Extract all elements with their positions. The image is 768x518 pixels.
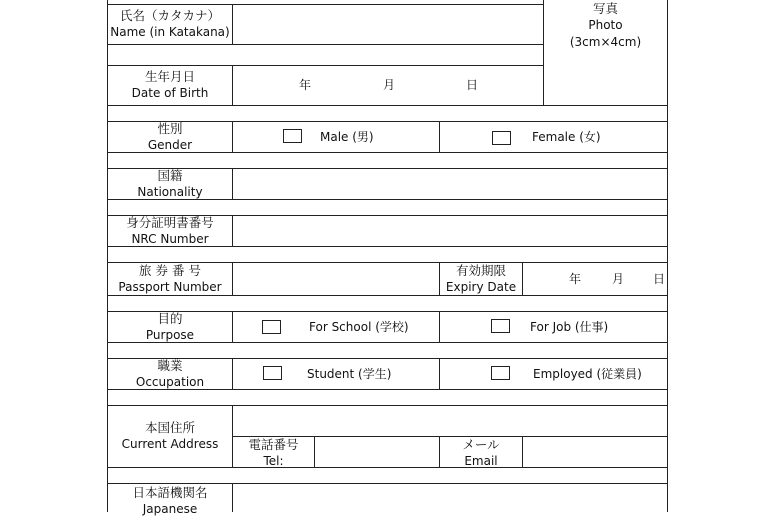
divider xyxy=(107,44,544,45)
passport-label-jp: 旅 券 番 号 xyxy=(139,263,201,278)
occupation-employed-checkbox[interactable] xyxy=(491,366,510,380)
dob-label-en: Date of Birth xyxy=(131,86,209,100)
divider xyxy=(439,121,440,152)
address-label-jp: 本国住所 xyxy=(144,420,195,435)
gender-male-checkbox[interactable] xyxy=(283,129,302,143)
divider xyxy=(439,358,440,389)
name-kana-label-en: Name (in Katakana) xyxy=(110,25,230,39)
nrc-label-jp: 身分証明書番号 xyxy=(126,215,214,230)
purpose-school-label: For School (学校) xyxy=(309,320,409,334)
expiry-label xyxy=(440,262,522,296)
divider xyxy=(232,358,233,389)
japanese-school-label-en: Japanese xyxy=(142,502,198,516)
expiry-date-field[interactable] xyxy=(523,263,667,295)
dob-label-jp: 生年月日 xyxy=(144,69,195,84)
expiry-day-unit: 日 xyxy=(653,272,666,286)
japanese-school-field[interactable] xyxy=(233,484,667,512)
purpose-label-en: Purpose xyxy=(145,328,195,342)
photo-area[interactable] xyxy=(544,0,667,51)
divider xyxy=(107,467,668,468)
passport-number-field[interactable] xyxy=(233,263,439,295)
email-label-en: Email xyxy=(464,454,498,468)
address-label xyxy=(108,419,232,453)
address-label-en: Current Address xyxy=(121,437,219,451)
photo-label-en: Photo xyxy=(588,18,623,32)
expiry-year-unit: 年 xyxy=(569,272,582,286)
email-label xyxy=(440,436,522,470)
dob-month-unit: 月 xyxy=(383,78,396,92)
name-kana-label xyxy=(108,7,232,41)
purpose-job-checkbox[interactable] xyxy=(491,319,510,333)
divider xyxy=(232,121,233,152)
nationality-label xyxy=(108,167,232,201)
gender-label-jp: 性別 xyxy=(157,121,183,136)
passport-label-en: Passport Number xyxy=(118,280,222,294)
nrc-field[interactable] xyxy=(233,216,667,246)
divider xyxy=(232,311,233,342)
occupation-employed-label: Employed (従業員) xyxy=(533,367,642,381)
gender-male-label: Male (男) xyxy=(320,130,374,144)
divider xyxy=(667,0,668,512)
photo-size: (3cm×4cm) xyxy=(569,35,642,49)
purpose-label xyxy=(108,310,232,344)
tel-field[interactable] xyxy=(315,437,439,467)
occupation-student-checkbox[interactable] xyxy=(263,366,282,380)
nationality-label-en: Nationality xyxy=(137,185,203,199)
purpose-label-jp: 目的 xyxy=(157,311,183,326)
occupation-student-label: Student (学生) xyxy=(307,367,392,381)
passport-label xyxy=(108,262,232,296)
tel-label-jp: 電話番号 xyxy=(248,437,299,452)
dob-label xyxy=(108,68,232,102)
dob-day-unit: 日 xyxy=(466,78,479,92)
name-kana-label-jp: 氏名（カタカナ） xyxy=(119,8,220,23)
gender-female-label: Female (女) xyxy=(532,130,601,144)
japanese-school-label xyxy=(108,484,232,518)
nationality-field[interactable] xyxy=(233,169,667,199)
gender-label xyxy=(108,120,232,154)
address-field[interactable] xyxy=(233,406,667,436)
purpose-job-label: For Job (仕事) xyxy=(530,320,609,334)
nrc-label-en: NRC Number xyxy=(131,232,209,246)
expiry-month-unit: 月 xyxy=(612,272,625,286)
email-label-jp: メール xyxy=(462,437,500,452)
photo-label-jp: 写真 xyxy=(592,1,618,16)
nationality-label-jp: 国籍 xyxy=(157,168,183,183)
expiry-label-en: Expiry Date xyxy=(445,280,517,294)
divider xyxy=(439,311,440,342)
dob-year-unit: 年 xyxy=(299,78,312,92)
gender-label-en: Gender xyxy=(147,138,193,152)
occupation-label-en: Occupation xyxy=(135,375,205,389)
occupation-label xyxy=(108,357,232,391)
purpose-school-checkbox[interactable] xyxy=(262,320,281,334)
tel-label xyxy=(233,436,314,470)
divider xyxy=(107,105,668,106)
name-kana-field[interactable] xyxy=(233,5,543,44)
gender-female-checkbox[interactable] xyxy=(492,131,511,145)
japanese-school-label-jp: 日本語機関名 xyxy=(132,485,208,500)
occupation-label-jp: 職業 xyxy=(157,358,183,373)
expiry-label-jp: 有効期限 xyxy=(455,263,506,278)
nrc-label xyxy=(108,214,232,248)
email-field[interactable] xyxy=(523,437,667,467)
tel-label-en: Tel: xyxy=(263,454,284,468)
